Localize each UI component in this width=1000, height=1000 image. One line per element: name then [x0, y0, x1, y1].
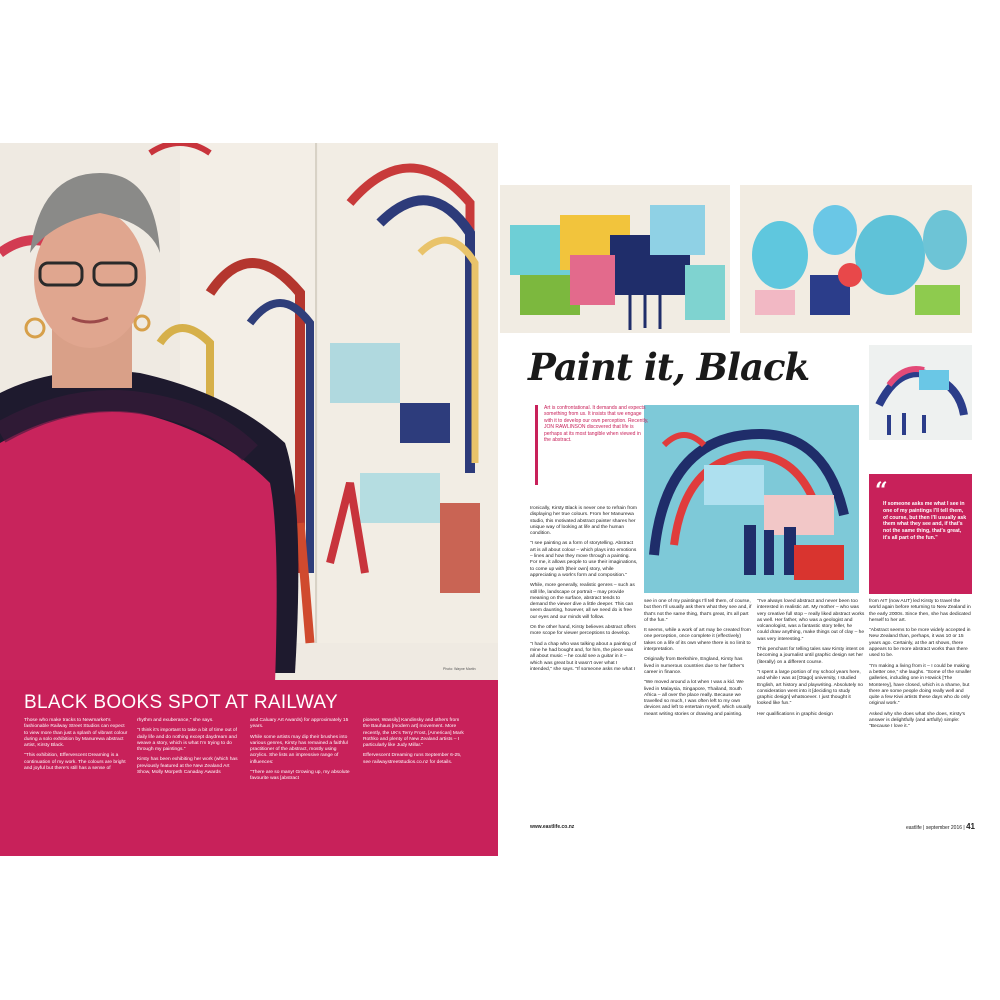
paragraph: Effervescent Dreaming runs September 6-25, see railwaystreetstudios.co.nz for details.	[363, 753, 462, 765]
paragraph: "I think it's important to take a bit of time out of daily life and do nothing except daydream and weave a story, which is what I'm trying to do through my paintings."	[137, 728, 237, 753]
article-title: Paint it, Black	[528, 345, 810, 389]
footer-folio	[906, 822, 975, 831]
paragraph: "I had a chap who was talking about a painting of mine he had bought and, for him, the piece was all about music – he could see a guitar in it – which was great but it wasn't over what I intended," she says. "If someone asks me what I	[530, 641, 637, 672]
painting-image-top-left	[500, 185, 730, 333]
paragraph: Kirsty has been exhibiting her work (which has previously featured at the New Zealand Art Show, Molly Morpeth Canaday Awards	[137, 757, 238, 776]
footer-url: www.eastlife.co.nz	[530, 824, 575, 830]
paragraph: "We moved around a lot when I was a kid. We lived in Malaysia, Singapore, Thailand, South Africa – all over the place really. Because we travelled so much, I was often left to my own devices and left to entertain myself, which usually meant writing stories or drawing and painting.	[644, 680, 752, 717]
paragraph: "This exhibition, Effervescent Dreaming is a continuation of my work. The colours are bright and joyful but there's still has a sense of	[24, 753, 126, 772]
sidebar-column-1	[24, 718, 128, 776]
page-number: 41	[966, 822, 975, 831]
painting-image-small	[869, 345, 972, 440]
sidebar-column-3	[250, 718, 354, 787]
article-column-4	[869, 599, 973, 735]
painting-image-center	[644, 405, 859, 593]
paragraph: While some artists may dip their brushes into various genres, Kirsty has remained a faithful practitioner of the abstract, mostly using acrylics. She lists an impressive range of influences:	[250, 734, 348, 765]
sidebar-column-2	[137, 718, 241, 780]
paragraph: On the other hand, Kirsty believes abstract offers more scope for viewer perceptions to develop.	[530, 625, 636, 637]
paragraph: see in one of my paintings I'll tell them, of course, but then I'll usually ask them what they see and, if that's not the same thing, that's great, it's all part of the fun."	[644, 599, 752, 623]
paragraph: This penchant for telling tales saw Kirsty intent on becoming a journalist until graphic design set her (literally) on a different course.	[757, 647, 865, 665]
paragraph: "Abstract seems to be more widely accepted in New Zealand than, perhaps, it was 10 or 15 years ago. Certainly, at the art shows, there appears to be more abstract works than there used to be.	[869, 628, 971, 659]
article-column-1	[530, 506, 638, 677]
paragraph: rhythm and exuberance," she says.	[137, 718, 214, 723]
paragraph: "I'm making a living from it – I could be making a better one," she laughs. "Some of the smaller galleries, including one in Howick [The Monterey], have closed, which is a shame, but there are some people doing really well and quite a few Kiwi artists these days who do only original work."	[869, 663, 972, 707]
photo-credit: Photo: Wayne Martin	[443, 667, 476, 671]
sidebar-headline: BLACK BOOKS SPOT AT RAILWAY	[24, 692, 338, 713]
sidebar-column-4	[363, 718, 467, 770]
portrait-illustration	[0, 143, 498, 680]
paragraph: It seems, while a work of art may be created from one perception, once complete it (effectively) takes on a life of its own where there is no limit to interpretation.	[644, 628, 751, 653]
paragraph: "There are so many! Growing up, my absolute favourite was [abstract	[250, 770, 350, 782]
paragraph: and Caluary Art Awards) for approximately 15 years.	[250, 718, 349, 730]
article-standfirst: Art is confrontational. It demands and expects something from us. It insists that we engage with it to develop our own perception. Recently, JON RAWLINSON discovered that life is perhaps at its most tangible when viewed in the abstract.	[535, 405, 649, 485]
paragraph: "I see painting as a form of storytelling. Abstract art is all about colour – which plays into emotions – lines and how they move through a painting. For me, it allows people to use their imaginations, to come up with [their own] story, while appreciating a work's form and composition."	[530, 541, 638, 578]
paragraph: Those who make tracks to Newmarket's fashionable Railway Street Studios can expect to view more than just a splash of vibrant colour during a solo exhibition by Manurewa abstract artist, Kirsty Black.	[24, 718, 128, 749]
paragraph: pioneer, Wassily] Kandinsky and others from the Bauhaus [modern art] movement. More recently, the UK's Terry Frost, [American] Mark Rothko and plenty of New Zealand artists – I particularly like Judy Millar."	[363, 718, 464, 749]
article-column-2	[644, 599, 752, 722]
footer-issue: eastlife | september 2016 |	[905, 825, 965, 831]
paragraph: While, more generally, realistic genres – such as still life, landscape or portrait – may provide meaning on the surface, abstract tends to demand the viewer dive a little deeper. This can seem daunting, however, all we need do is free our eyes and our minds will follow.	[530, 583, 635, 620]
paragraph: Her qualifications in graphic design	[757, 711, 833, 717]
quote-mark-icon: “	[875, 478, 888, 504]
paragraph: Originally from Berkshire, England, Kirsty has lived in numerous countries due to her father's career in finance.	[644, 657, 745, 675]
article-column-3	[757, 599, 865, 722]
paragraph: Asked why she does what she does, Kirsty's answer is delightfully (and artfully) simple: "Because I love it."	[869, 711, 966, 730]
paragraph: Ironically, Kirsty Black is never one to refrain from displaying her true colours. From her Manurewa studio, this motivated abstract painter shares her unique way of looking at life and the human condition.	[530, 506, 637, 537]
paragraph: from AIT (now AUT) led Kirsty to travel the world again before returning to New Zealand in the early 2000s. Since then, she has dedicated herself to her art.	[869, 599, 971, 623]
paragraph: "I spent a large portion of my school years here, and while I was at [Otago] university, I studied English, art history and playwriting. Absolutely no consideration went into it [deciding to study graphic design] whatsoever. I just thought it looked like fun."	[757, 669, 864, 707]
paragraph: "I've always loved abstract and never been too interested in realistic art. My mother – who was very creative full stop – really liked abstract works as well. Her father, who was a geologist and volcanologist, was a fantastic story teller, he could draw anything, make things out of clay – he was very interesting."	[757, 599, 865, 642]
pull-quote-text: If someone asks me what I see in one of my paintings I'll tell them, of course, but then I'll usually ask them what they see and, if that's not the same thing, that's great, it's all part of the fun."	[883, 501, 967, 541]
pull-quote-box	[869, 474, 972, 594]
painting-image-top-right	[740, 185, 972, 333]
artist-portrait-photo	[0, 143, 498, 680]
